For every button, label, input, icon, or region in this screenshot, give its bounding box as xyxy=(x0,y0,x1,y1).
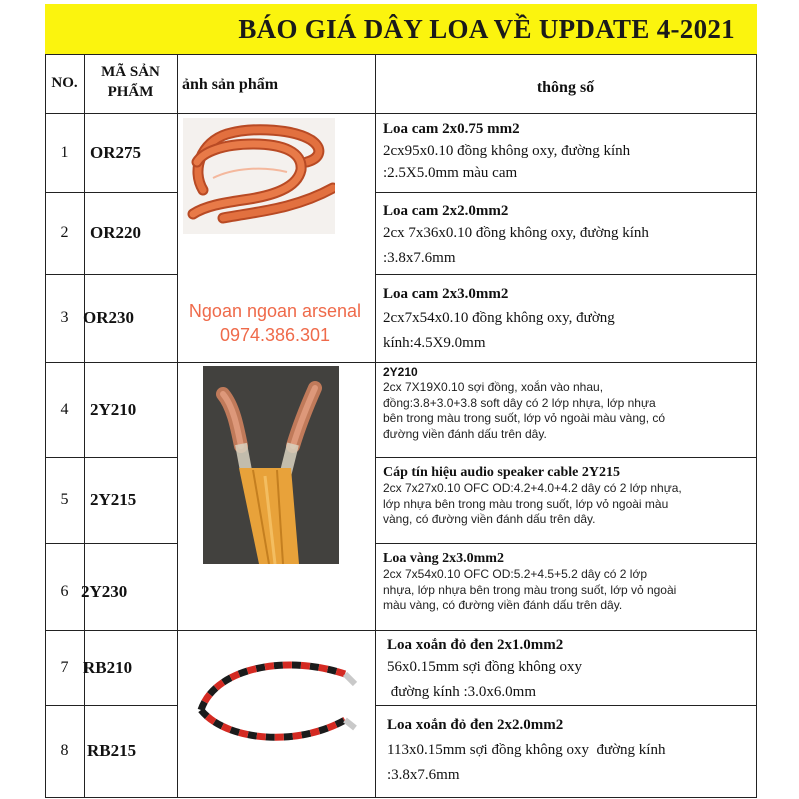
row-7-no: 7 xyxy=(60,658,69,676)
spec-line: 2cx 7x27x0.10 OFC OD:4.2+4.0+4.2 dây có 2 lớp nhựa, xyxy=(383,481,682,495)
spec-line: 2cx 7x36x0.10 đồng không oxy, đường kính xyxy=(383,225,649,241)
header-code xyxy=(84,62,177,102)
spec-line: :3.8x7.6mm xyxy=(383,250,456,266)
row-3-spec xyxy=(383,285,753,356)
spec-title: Loa cam 2x3.0mm2 xyxy=(383,286,509,302)
yellow-cable-image xyxy=(203,366,339,564)
grid-line xyxy=(375,543,757,544)
row-1-code: OR275 xyxy=(90,142,141,162)
spec-line: màu vàng, có đường viền đánh dấu trên dây. xyxy=(383,598,623,612)
spec-line: đường viền đánh dấu trên dây. xyxy=(383,426,547,441)
spec-line: 2cx95x0.10 đồng không oxy, đường kính xyxy=(383,143,631,159)
row-8-no: 8 xyxy=(60,742,69,759)
row-7-spec xyxy=(387,636,753,705)
header-code-line: MÃ SẢN xyxy=(101,64,160,80)
grid-line xyxy=(177,54,178,798)
row-4-no: 4 xyxy=(60,400,69,418)
grid-line xyxy=(375,54,376,798)
row-5-spec xyxy=(383,464,755,528)
grid-line xyxy=(45,797,757,798)
row-8-code: RB215 xyxy=(87,741,137,760)
row-7-code: RB210 xyxy=(83,657,133,677)
spec-line: :2.5X5.0mm màu cam xyxy=(383,165,518,181)
header-no xyxy=(45,54,84,113)
grid-line xyxy=(375,192,757,193)
spec-title: Loa cam 2x0.75 mm2 xyxy=(383,121,520,137)
header-no-label: NO. xyxy=(51,75,78,91)
row-2-no: 2 xyxy=(60,224,69,241)
page-title: BÁO GIÁ DÂY LOA VỀ UPDATE 4-2021 xyxy=(238,13,735,44)
spec-line: 2cx7x54x0.10 đồng không oxy, đường xyxy=(383,310,615,326)
header-spec xyxy=(375,54,756,113)
spec-line: 113x0.15mm sợi đồng không oxy đường kính xyxy=(387,742,666,758)
red-black-cable-image xyxy=(195,640,363,758)
spec-title: 2Y210 xyxy=(383,365,418,379)
watermark-phone: 0974.386.301 xyxy=(219,325,331,345)
header-spec-label: thông số xyxy=(536,78,595,96)
red-black-cable-photo xyxy=(195,640,363,758)
grid-line xyxy=(756,54,757,798)
row-6-spec xyxy=(383,550,755,614)
spec-title: Loa cam 2x2.0mm2 xyxy=(383,203,509,219)
row-4-spec xyxy=(383,365,755,442)
spec-title: Loa vàng 2x3.0mm2 xyxy=(383,551,504,566)
spec-line: đường kính :3.0x6.0mm xyxy=(387,684,536,700)
orange-cable-photo xyxy=(183,118,335,234)
spec-title: Loa xoắn đỏ đen 2x1.0mm2 xyxy=(387,637,564,653)
spec-line: 2cx 7X19X0.10 sợi đồng, xoắn vào nhau, xyxy=(383,380,604,394)
spec-title: Cáp tín hiệu audio speaker cable 2Y215 xyxy=(383,465,620,480)
row-3-code: OR230 xyxy=(83,308,134,327)
header-code-line: PHẨM xyxy=(107,84,154,100)
title-banner xyxy=(45,4,757,54)
header-image xyxy=(182,76,372,94)
spec-line: bên trong màu trong suốt, lớp vỏ ngoài màu vàng, có xyxy=(383,411,666,425)
row-8-spec xyxy=(387,716,753,788)
grid-line xyxy=(375,457,757,458)
row-6-code: 2Y230 xyxy=(81,581,128,601)
row-4-code: 2Y210 xyxy=(90,399,137,419)
spec-line: 56x0.15mm sợi đồng không oxy xyxy=(387,659,583,675)
row-2-spec xyxy=(383,202,753,271)
spec-line: :3.8x7.6mm xyxy=(387,767,460,783)
watermark-name: Ngoan ngoan arsenal xyxy=(188,301,362,321)
row-6-no: 6 xyxy=(60,582,69,600)
row-1-spec xyxy=(383,120,753,186)
yellow-cable-photo xyxy=(203,366,339,564)
grid-line xyxy=(375,705,757,706)
row-5-no: 5 xyxy=(60,491,69,508)
grid-line xyxy=(375,274,757,275)
header-image-label: ảnh sản phẩm xyxy=(182,76,279,93)
spec-title: Loa xoắn đỏ đen 2x2.0mm2 xyxy=(387,717,564,733)
spec-line: nhựa, lớp nhựa bên trong màu trong suốt, lớp vỏ ngoài xyxy=(383,582,677,597)
row-3-no: 3 xyxy=(60,309,69,326)
spec-line: lớp nhựa bên trong màu trong suốt, lớp vỏ ngoài màu xyxy=(383,496,669,511)
seller-watermark xyxy=(145,300,405,346)
row-2-code: OR220 xyxy=(90,223,141,242)
spec-line: 2cx 7x54x0.10 OFC OD:5.2+4.5+5.2 dây có 2 lớp xyxy=(383,567,648,581)
row-1-no: 1 xyxy=(60,143,69,161)
price-table xyxy=(45,54,757,798)
row-5-code: 2Y215 xyxy=(90,490,137,509)
spec-line: kính:4.5X9.0mm xyxy=(383,335,486,351)
spec-line: đồng:3.8+3.0+3.8 soft dây có 2 lớp nhựa, lớp nhựa xyxy=(383,395,656,410)
spec-line: vàng, có đường viền đánh dấu trên dây. xyxy=(383,512,596,526)
orange-cable-image xyxy=(183,118,335,234)
